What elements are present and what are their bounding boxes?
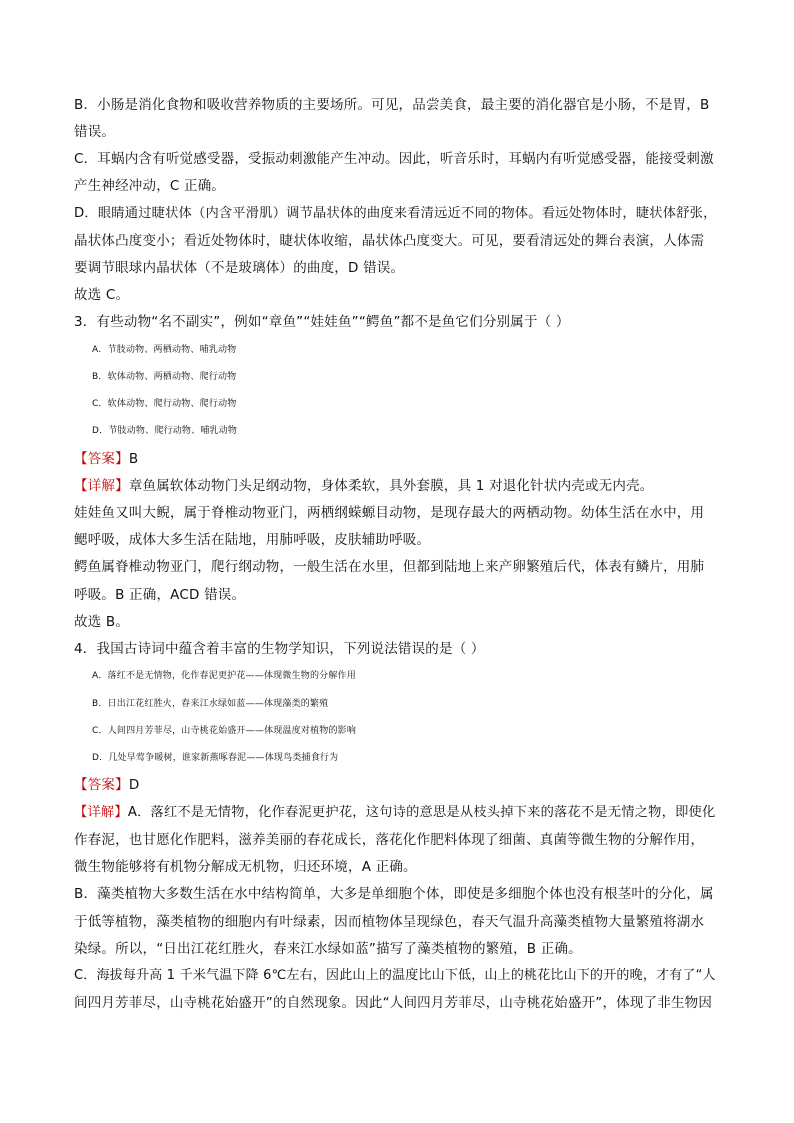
option-a: A．节肢动物、两栖动物、哺乳动物 [92, 345, 237, 355]
option-c: C．软体动物、爬行动物、爬行动物 [92, 399, 237, 409]
text-line: C．海拔每升高 1 千米气温下降 6℃左右，因此山上的温度比山下低，山上的桃花比山下的开的晚，才有了“人 [74, 968, 716, 983]
text-line: D．眼睛通过睫状体（内含平滑肌）调节晶状体的曲度来看清远近不同的物体。看远处物体时，睫状体舒张， [74, 206, 717, 221]
answer-value: D [128, 777, 140, 793]
option-d: D．节肢动物、爬行动物、哺乳动物 [92, 426, 238, 436]
answer-line [74, 775, 724, 795]
text-line: C．耳蜗内含有听觉感受器，受振动刺激能产生冲动。因此，听音乐时，耳蜗内有听觉感受器，能接受刺激 [74, 151, 714, 167]
text-line: 娃娃鱼又叫大鲵，属于脊椎动物亚门，两栖纲蝾螈目动物，是现存最大的两栖动物。幼体生活在水中，用 [74, 505, 705, 521]
answer-label: 【答案】 [74, 451, 129, 467]
text-line: 故选 B。 [74, 614, 130, 630]
detail-line [74, 803, 724, 823]
text-line: B．藻类植物大多数生活在水中结构简单，大多是单细胞个体，即使是多细胞个体也没有根茎叶的分化，属 [74, 886, 714, 902]
text-line: 鳄鱼属脊椎动物亚门，爬行纲动物，一般生活在水里，但都到陆地上来产卵繁殖后代，体表有鳞片，用肺 [74, 559, 705, 575]
option-d: D．几处早莺争暖树，谁家新燕啄春泥——体现鸟类捕食行为 [92, 753, 339, 763]
text-line: 鳃呼吸，成体大多生活在陆地，用肺呼吸，皮肤辅助呼吸。 [74, 532, 431, 548]
answer-value: B [128, 451, 139, 467]
question-3: 3．有些动物“名不副实”，例如“章鱼”“娃娃鱼”“鳄鱼”都不是鱼它们分别属于（ ） [74, 314, 570, 330]
text-line: 微生物能够将有机物分解成无机物，归还环境，A 正确。 [74, 859, 417, 875]
option-c: C．人间四月芳菲尽，山寺桃花始盛开——体现温度对植物的影响 [92, 726, 357, 736]
text-line: 呼吸。B 正确，ACD 错误。 [74, 587, 246, 603]
text-line: 作春泥，也甘愿化作肥料，滋养美丽的春花成长，落花化作肥料体现了细菌、真菌等微生物的分解作用， [74, 832, 705, 848]
text-line: 产生神经冲动，C 正确。 [74, 178, 226, 194]
option-b: B．日出江花红胜火，春来江水绿如蓝——体现藻类的繁殖 [92, 699, 329, 709]
option-a: A．落红不是无情物，化作春泥更护花——体现微生物的分解作用 [92, 671, 356, 681]
detail-line [74, 476, 724, 496]
text-line: 要调节眼球内晶状体（不是玻璃体）的曲度，D 错误。 [74, 260, 405, 276]
text-line: 故选 C。 [74, 287, 130, 303]
question-4: 4．我国古诗词中蕴含着丰富的生物学知识，下列说法错误的是（ ） [74, 641, 485, 657]
text-line: 错误。 [74, 124, 116, 140]
text-line: 于低等植物，藻类植物的细胞内有叶绿素，因而植物体呈现绿色，春天气温升高藻类植物大量繁殖将湖水 [74, 914, 705, 930]
answer-label: 【答案】 [74, 777, 129, 793]
detail-label: 【详解】 [74, 805, 128, 820]
text-line: B．小肠是消化食物和吸收营养物质的主要场所。可见，品尝美食，最主要的消化器官是小肠，不是胃，B [74, 97, 710, 113]
option-b: B．软体动物、两栖动物、爬行动物 [92, 372, 237, 382]
answer-line [74, 449, 724, 469]
text-line: 晶状体凸度变小；看近处物体时，睫状体收缩，晶状体凸度变大。可见，要看清远处的舞台表演，人体需 [74, 233, 705, 249]
detail-text: A．落红不是无情物，化作春泥更护花，这句诗的意思是从枝头掉下来的落花不是无情之物，即使化 [127, 805, 716, 820]
detail-label: 【详解】 [74, 478, 129, 494]
detail-text: 章鱼属软体动物门头足纲动物，身体柔软，具外套膜，具 1 对退化针状内壳或无内壳。 [128, 478, 654, 494]
text-line: 染绿。所以，“日出江花红胜火，春来江水绿如蓝”描写了藻类植物的繁殖，B 正确。 [74, 941, 582, 957]
text-line: 间四月芳菲尽，山寺桃花始盛开”的自然现象。因此“人间四月芳菲尽，山寺桃花始盛开”，体现了非生物因 [74, 995, 713, 1011]
